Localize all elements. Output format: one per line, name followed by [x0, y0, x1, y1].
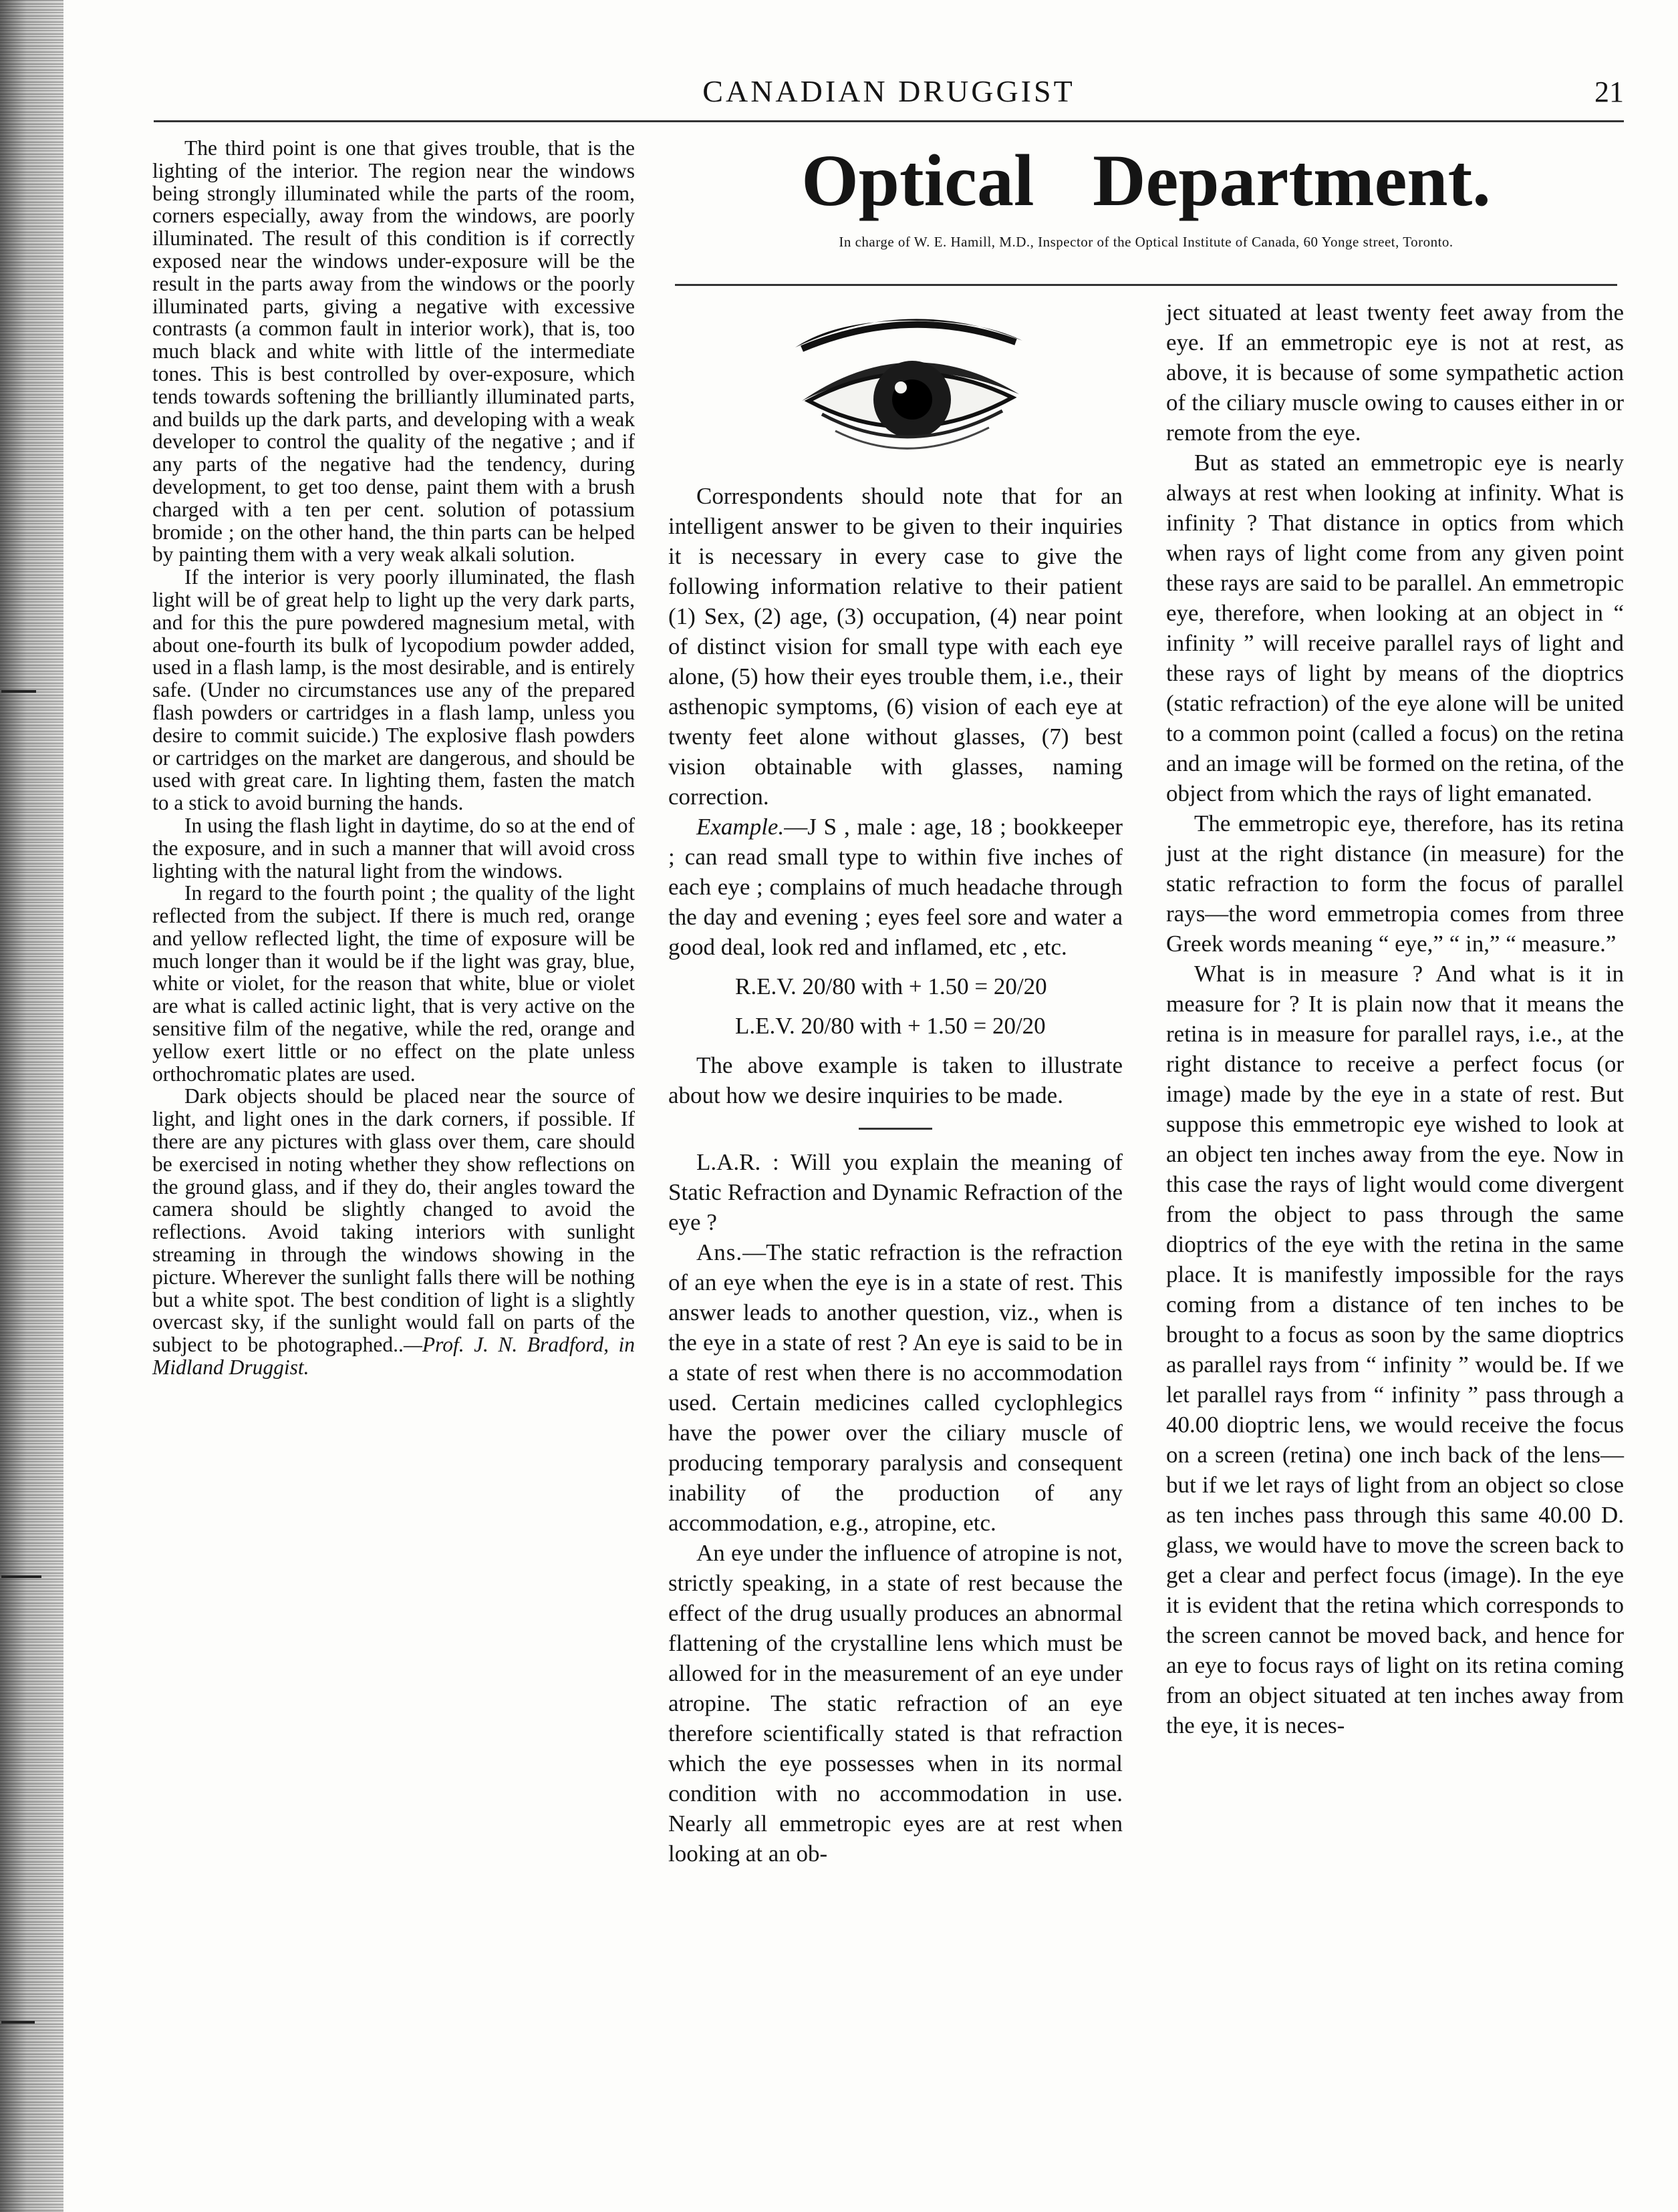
- paragraph: What is in measure ? And what is it in measure for ? It is plain now that it means the retina is in measure for parallel rays, i.e., at the right distance to receive a perfect focus (or image) made by the eye in a state of rest. But suppose this emmetropic eye wished to look at an object ten inches away from the eye. Now in this case the rays of light would come divergent from the object to pass through the same dioptrics of the eye with the retina in the same place. It is manifestly impossible for the rays coming from a distance of ten inches to be brought to a focus as soon by the same dioptrics as parallel rays from “ infinity ” would be. If we let parallel rays from “ infinity ” pass through a 40.00 dioptric lens, we would receive the focus on a screen (retina) one inch back of the lens—but if we let rays of light from an object so close as ten inches pass through this same 40.00 D. glass, we would have to move the screen back to get a clear and perfect focus (image). In the eye it is evident that the retina which corresponds to the screen cannot be moved back, and hence for an eye to focus rays of light on its retina coming from an object situated at ten inches away from the eye, it is neces-: [1166, 961, 1624, 1738]
- page-number: 21: [1594, 75, 1624, 108]
- paragraph: ject situated at least twenty feet away from the eye. If an emmetropic eye is not at rest, as above, it is because of some sympathetic action of the ciliary muscle owing to causes either in or remote from the eye.: [1166, 299, 1624, 446]
- section-divider: [859, 1128, 932, 1130]
- formula-left-eye: L.E.V. 20/80 with + 1.50 = 20/20: [735, 1013, 1046, 1039]
- paragraph: But as stated an emmetropic eye is nearly always at rest when looking at infinity. What is infinity ? That distance in optics from which when rays of light come from any given point these rays are said to be parallel. An emmetropic eye, therefore, when looking at an object in “ infinity ” will receive parallel rays of light and these rays of light by means of the dioptrics (static refraction) of the eye alone will be united to a common point (called a focus) on the retina and an image will be formed on the retina, of the object from which the rays of light emanated.: [1166, 450, 1624, 806]
- answer-paragraph: [668, 1237, 1123, 1538]
- running-head: CANADIAN DRUGGIST: [702, 74, 1075, 108]
- paragraph: The emmetropic eye, therefore, has its retina just at the right distance (in measure) for the static refraction to form the focus of parallel rays—the word emmetropia comes from three Greek words meaning “ eye,” “ in,” “ measure.”: [1166, 810, 1624, 957]
- answer-label: Ans.: [696, 1239, 743, 1265]
- correspondents-note: Correspondents should note that for an intelligent answer to be given to their inquiries it is necessary in every case to give the following information relative to their patient (1) Sex, (2) age, (3) occupation, (4) near point of distinct vision for small type with each eye alone, (5) how their eyes trouble them, i.e., their asthenopic symptoms, (6) vision of each eye at twenty feet alone without glasses, (7) best vision obtainable with glasses, naming correction.: [668, 483, 1123, 810]
- answer-continued: An eye under the influence of atropine is not, strictly speaking, in a state of rest because the effect of the drug usually produces an abnormal flattening of the crystalline lens which must be allowed for in the measurement of an eye under atropine. The static refraction of an eye therefore scientifically stated is that refraction which the eye possesses when in its normal condition with no accommodation in use. Nearly all emmetropic eyes are at rest when looking at an ob-: [668, 1540, 1123, 1867]
- example-label: Example.: [696, 814, 785, 840]
- column-right: [1166, 297, 1624, 1740]
- eye-illustration: [782, 301, 1036, 468]
- example-text: —J S , male : age, 18 ; bookkeeper ; can read small type to within five inches of each eye ; complains of much headache through the day and evening ; eyes feel sore and water a good deal, look red and inflamed, etc , etc.: [668, 814, 1123, 960]
- page-header: [154, 73, 1624, 122]
- question-text: Will you explain the meaning of Static Refraction and Dynamic Refraction of the eye ?: [668, 1149, 1123, 1235]
- formula-right-eye: R.E.V. 20/80 with + 1.50 = 20/20: [735, 973, 1047, 999]
- question-paragraph: [668, 1147, 1123, 1237]
- column-middle: [668, 481, 1123, 1869]
- example-note: The above example is taken to illustrate about how we desire inquiries to be made.: [668, 1052, 1123, 1108]
- question-label: L.A.R. :: [696, 1149, 779, 1175]
- answer-text: —The static refraction is the refraction of an eye when the eye is in a state of rest. This answer leads to another question, viz., when is the eye in a state of rest ? An eye is said to be in a state of rest when there is no accommodation used. Certain medicines called cyclophlegics have the power over the ciliary muscle of producing temporary paralysis and consequent inability of the production of any accommodation, e.g., atropine, etc.: [668, 1239, 1123, 1536]
- binding-mark: [1, 1575, 41, 1578]
- paragraph-text: Dark objects should be placed near the source of light, and light ones in the dark corners, if possible. If there are any pictures with glass over them, care should be exercised in noting whether they show reflections on the ground glass, and if they do, their angles toward the camera should be slightly changed to avoid the reflections. Avoid taking interiors with sunlight streaming in through the windows showing in the picture. Wherever the sunlight falls there will be nothing but a white spot. The best condition of light is a slightly overcast sky, if the sunlight would fall on parts of the subject to be photographed..: [152, 1084, 635, 1357]
- title-rule: [675, 284, 1617, 286]
- eye-icon: [782, 301, 1036, 468]
- paragraph: In using the flash light in daytime, do so at the end of the exposure, and in such a manner that will avoid cross lighting with the natural light from the windows.: [152, 813, 635, 883]
- paragraph: [152, 1085, 635, 1378]
- article-signature: —Prof. J. N. Bradford, in Midland Druggist.: [152, 1333, 635, 1380]
- department-subtitle: In charge of W. E. Hamill, M.D., Inspector of the Optical Institute of Canada, 60 Yonge street, Toronto.: [839, 234, 1453, 250]
- paragraph: If the interior is very poorly illuminated, the flash light will be of great help to light up the very dark parts, and for this the pure powdered magnesium metal, with about one-fourth its bulk of lycopodium powder added, used in a flash lamp, is the most desirable, and is entirely safe. (Under no circumstances use any of the prepared flash powders or cartridges in a flash lamp, unless you desire to commit suicide.) The explosive flash powders or cartridges on the market are dangerous, and should be used with great care. In lighting them, fasten the match to a stick to avoid burning the hands.: [152, 565, 635, 815]
- column-left: [152, 137, 635, 1379]
- page-binding-edge: [0, 0, 63, 2212]
- binding-mark: [1, 2021, 35, 2024]
- binding-mark: [1, 690, 36, 693]
- department-title: Optical Department.: [801, 140, 1491, 221]
- example-paragraph: [668, 812, 1123, 962]
- paragraph: In regard to the fourth point ; the quality of the light reflected from the subject. If there is much red, orange and yellow reflected light, the time of exposure will be much longer than it would be if the light was gray, blue, white or violet, for the reason that white, blue or violet are what is called actinic light, that is very active on the sensitive film of the negative, while the red, orange and yellow exert little or no effect on the plate unless orthochromatic plates are used.: [152, 881, 635, 1086]
- paragraph: The third point is one that gives trouble, that is the lighting of the interior. The region near the windows being strongly illuminated while the parts of the room, corners especially, away from the windows, are poorly illuminated. The result of this condition is if correctly exposed near the windows under-exposure will be the result in the parts away from the windows or the poorly illuminated parts, giving a negative with excessive contrasts (a common fault in interior work), that is, too much black and white with little of the intermediate tones. This is best controlled by over-exposure, which tends towards softening the brilliantly illuminated parts, and builds up the dark parts, and developing with a weak developer to control the quality of the negative ; and if any parts of the negative had the tendency, during development, to get too dense, paint them with a brush charged with a ten per cent. solution of potassium bromide ; on the other hand, the thin parts can be helped by painting them with a very weak alkali solution.: [152, 136, 635, 567]
